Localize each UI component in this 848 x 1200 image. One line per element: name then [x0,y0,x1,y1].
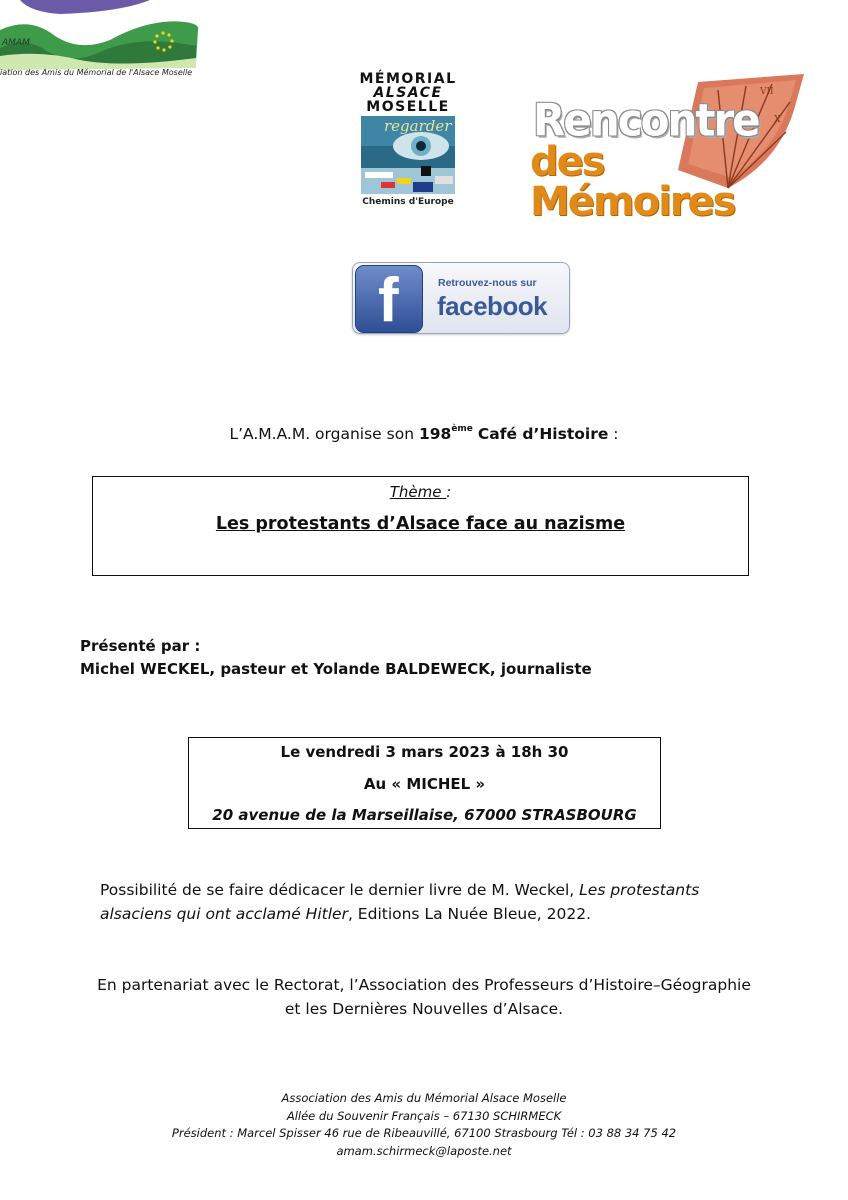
partnership-line2: et les Dernières Nouvelles d’Alsace. [284,1000,564,1018]
intro-suffix: : [608,425,619,443]
footer-address: Allée du Souvenir Français – 67130 SCHIRMECK [286,1108,562,1123]
theme-label-colon: : [446,483,452,501]
facebook-banner-link[interactable] [352,262,570,334]
presenters: Michel WECKEL, pasteur et Yolande BALDEWECK, journaliste [80,660,592,678]
intro-prefix: L’A.M.A.M. organise son [229,425,419,443]
rencontre-title-line1: Rencontre [533,94,759,147]
theme-label [93,483,748,501]
facebook-f-letter: f [378,266,399,335]
footer-president: Président : Marcel Spisser 46 rue de Ribeauvillé, 67100 Strasbourg Tél : 03 88 34 75 42 [171,1126,677,1140]
intro-event-name: Café d’Histoire [477,425,609,443]
intro-line [0,424,848,443]
footer [0,1090,848,1160]
memorial-title-line2: ALSACE [373,85,443,101]
event-address: 20 avenue de la Marseillaise, 67000 STRASBOURG [212,806,637,824]
intro-number: 198 [418,425,452,443]
amam-caption: iation des Amis du Mémorial de l'Alsace Moselle [0,68,193,77]
rencontre-des-memoires-logo [528,70,810,225]
theme-box [92,476,749,576]
memorial-title-line3: MOSELLE [366,99,450,115]
dedication-text: Possibilité de se faire dédicacer le dernier livre de M. Weckel, [100,881,580,899]
footer-association: Association des Amis du Mémorial Alsace Moselle [281,1091,567,1105]
footer-email[interactable]: amam.schirmeck@laposte.net [336,1143,512,1158]
memorial-logo [358,72,458,208]
theme-title: Les protestants d’Alsace face au nazisme [215,514,626,534]
partnership-paragraph [0,973,848,1021]
facebook-tagline: Retrouvez-nous sur [438,277,537,289]
event-details-box [188,737,661,829]
rencontre-title-line2: des Mémoires [530,139,735,225]
svg-text:X: X [774,115,781,125]
book-title-part1: Les protestants [579,881,700,899]
memorial-caption: Chemins d'Europe [362,197,454,207]
memorial-title-line1: MÉMORIAL [359,71,457,87]
partnership-line1: En partenariat avec le Rectorat, l’Association des Professeurs d’Histoire–Géographie [97,976,751,994]
svg-text:VII: VII [760,87,774,97]
theme-label-text: Thème [389,483,447,501]
book-title-part2: alsaciens qui ont acclamé Hitler [100,905,348,923]
presented-by-label: Présenté par : [80,637,201,655]
memorial-overlay-word: regarder [384,117,452,135]
facebook-wordmark: facebook [437,291,548,321]
facebook-icon [355,265,423,333]
amam-mark: AMAM [2,38,30,48]
event-venue: Au « MICHEL » [363,775,486,793]
dedication-paragraph [100,878,780,926]
dedication-publisher: , Editions La Nuée Bleue, 2022. [347,905,591,923]
event-date: Le vendredi 3 mars 2023 à 18h 30 [280,743,569,761]
intro-superscript: ème [451,424,473,434]
